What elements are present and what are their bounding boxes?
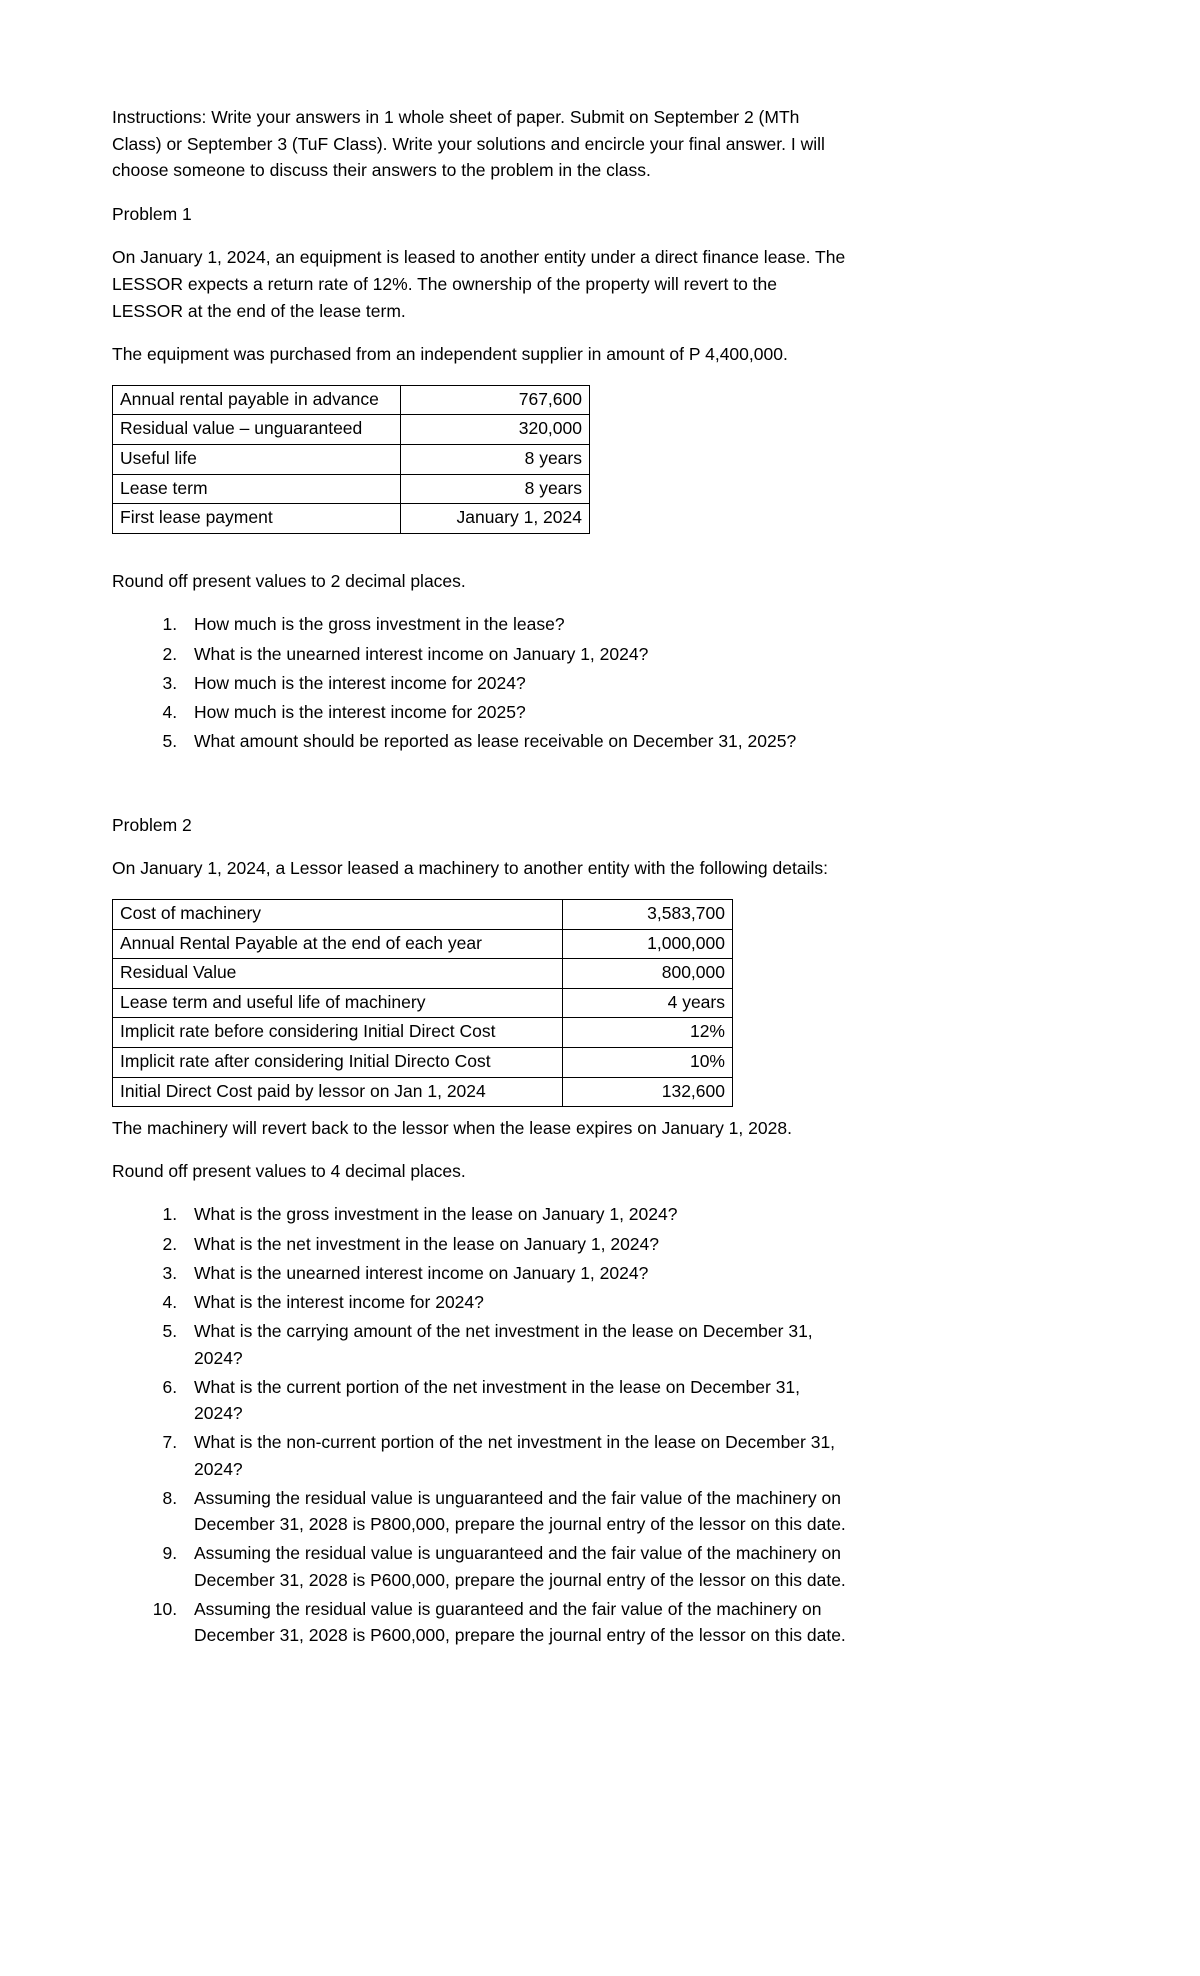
spacer <box>112 542 852 568</box>
spacer <box>112 758 852 802</box>
problem-2-question-list <box>112 1201 852 1648</box>
problem-2-revert-note: The machinery will revert back to the lessor when the lease expires on January 1, 2028. <box>112 1118 792 1139</box>
problem-2-details-table <box>112 899 733 1107</box>
question-text: How much is the gross investment in the lease? <box>194 614 565 635</box>
spacer <box>112 802 852 812</box>
list-item <box>182 1289 852 1315</box>
question-text: Assuming the residual value is unguaranteed and the fair value of the machinery on December 31, 2028 is P800,000, prepare the journal entry of the lessor on this date. <box>194 1487 846 1535</box>
table-cell-label: Initial Direct Cost paid by lessor on Jan 1, 2024 <box>113 1077 563 1107</box>
list-item <box>182 1429 852 1482</box>
table-cell-value: 8 years <box>401 474 590 504</box>
table-cell-value: 132,600 <box>563 1077 733 1107</box>
table-cell-value: 12% <box>563 1018 733 1048</box>
table-cell-value: 8 years <box>401 445 590 475</box>
table-row <box>113 929 733 959</box>
question-text: Assuming the residual value is guaranteed and the fair value of the machinery on December 31, 2028 is P600,000, prepare the journal entry of the lessor on this date. <box>194 1598 846 1646</box>
table-cell-label: Useful life <box>113 445 401 475</box>
problem-1-question-list <box>112 611 852 754</box>
table-cell-label: Implicit rate before considering Initial Direct Cost <box>113 1018 563 1048</box>
question-text: How much is the interest income for 2025? <box>194 702 526 723</box>
table-row <box>113 899 733 929</box>
table-cell-value: 800,000 <box>563 959 733 989</box>
question-text: What is the net investment in the lease on January 1, 2024? <box>194 1233 660 1254</box>
table-cell-value: January 1, 2024 <box>401 504 590 534</box>
question-text: What is the gross investment in the lease on January 1, 2024? <box>194 1204 678 1225</box>
table-row <box>113 445 590 475</box>
table-cell-value: 767,600 <box>401 385 590 415</box>
table-cell-value: 4 years <box>563 988 733 1018</box>
list-item <box>182 641 852 667</box>
table-cell-label: First lease payment <box>113 504 401 534</box>
question-text: What amount should be reported as lease receivable on December 31, 2025? <box>194 731 797 752</box>
list-item <box>182 1374 852 1427</box>
problem-1-rounding-note: Round off present values to 2 decimal places. <box>112 570 466 591</box>
list-item <box>182 670 852 696</box>
list-item <box>182 1540 852 1593</box>
table-row <box>113 474 590 504</box>
problem-1-intro-paragraph-1: On January 1, 2024, an equipment is leased to another entity under a direct finance lease. The LESSOR expects a return rate of 12%. The ownership of the property will revert to the LESSOR at the end of the lease term. <box>112 247 846 321</box>
problem-1-heading: Problem 1 <box>112 203 192 224</box>
instructions-paragraph: Instructions: Write your answers in 1 whole sheet of paper. Submit on September 2 (MTh Class) or September 3 (TuF Class). Write your solutions and encircle your final answer. I will choose someone to discuss their answers to the problem in the class. <box>112 107 825 181</box>
table-cell-label: Annual rental payable in advance <box>113 385 401 415</box>
table-row <box>113 504 590 534</box>
table-row <box>113 1077 733 1107</box>
question-text: What is the carrying amount of the net investment in the lease on December 31, 2024? <box>194 1321 813 1368</box>
table-cell-value: 10% <box>563 1048 733 1078</box>
problem-1-details-table <box>112 385 590 534</box>
question-text: What is the interest income for 2024? <box>194 1292 484 1313</box>
table-cell-value: 1,000,000 <box>563 929 733 959</box>
question-text: Assuming the residual value is unguaranteed and the fair value of the machinery on December 31, 2028 is P600,000, prepare the journal entry of the lessor on this date. <box>194 1543 846 1590</box>
table-row <box>113 415 590 445</box>
document-body <box>112 104 852 1648</box>
question-text: What is the unearned interest income on January 1, 2024? <box>194 1262 649 1283</box>
table-cell-label: Residual value – unguaranteed <box>113 415 401 445</box>
question-text: What is the non-current portion of the net investment in the lease on December 31, 2024? <box>194 1432 836 1479</box>
table-row <box>113 1018 733 1048</box>
question-text: What is the current portion of the net investment in the lease on December 31, 2024? <box>194 1376 801 1424</box>
question-text: How much is the interest income for 2024? <box>194 672 526 693</box>
table-cell-value: 320,000 <box>401 415 590 445</box>
table-row <box>113 959 733 989</box>
list-item <box>182 1318 852 1371</box>
list-item <box>182 699 852 725</box>
problem-1-intro-paragraph-2: The equipment was purchased from an independent supplier in amount of P 4,400,000. <box>112 344 788 365</box>
table-cell-label: Implicit rate after considering Initial Directo Cost <box>113 1048 563 1078</box>
table-cell-label: Residual Value <box>113 959 563 989</box>
table-cell-label: Cost of machinery <box>113 899 563 929</box>
list-item <box>182 1231 852 1257</box>
list-item <box>182 1596 852 1649</box>
table-cell-label: Lease term <box>113 474 401 504</box>
list-item <box>182 611 852 637</box>
table-row <box>113 988 733 1018</box>
question-text: What is the unearned interest income on January 1, 2024? <box>194 643 649 664</box>
table-cell-value: 3,583,700 <box>563 899 733 929</box>
table-row <box>113 385 590 415</box>
table-row <box>113 1048 733 1078</box>
problem-2-rounding-note: Round off present values to 4 decimal places. <box>112 1160 466 1181</box>
list-item <box>182 1485 852 1538</box>
list-item <box>182 728 852 754</box>
list-item <box>182 1201 852 1227</box>
table-cell-label: Lease term and useful life of machinery <box>113 988 563 1018</box>
list-item <box>182 1260 852 1286</box>
table-cell-label: Annual Rental Payable at the end of each year <box>113 929 563 959</box>
problem-2-intro-paragraph: On January 1, 2024, a Lessor leased a machinery to another entity with the following details: <box>112 858 828 879</box>
problem-2-heading: Problem 2 <box>112 814 192 835</box>
